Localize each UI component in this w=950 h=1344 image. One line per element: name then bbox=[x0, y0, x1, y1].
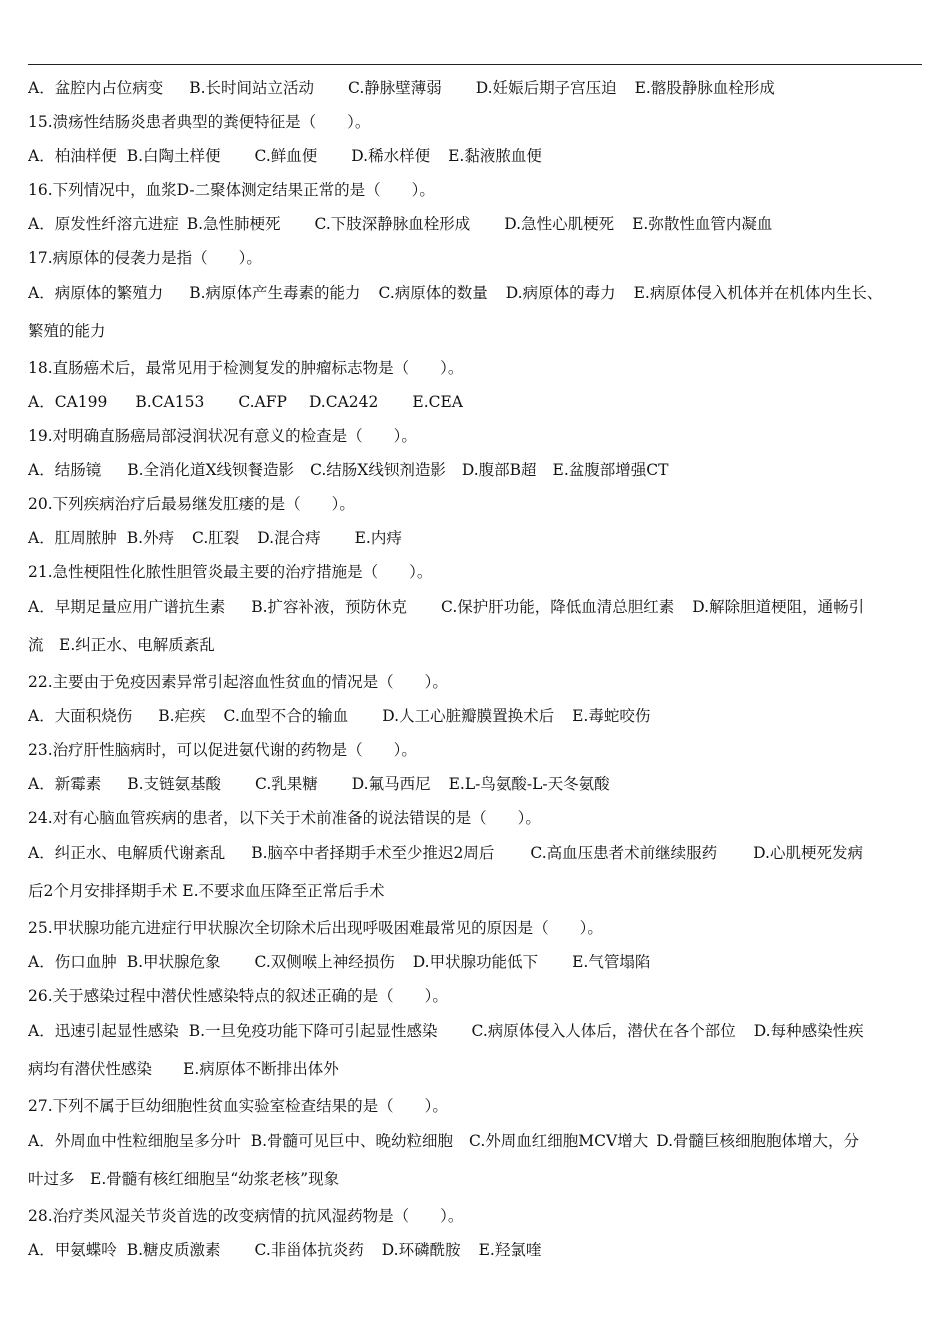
option: C.双侧喉上神经损伤 bbox=[254, 953, 395, 971]
option: C.乳果糖 bbox=[255, 775, 318, 793]
option: B.全消化道X线钡餐造影 bbox=[127, 461, 295, 479]
option: A．外周血中性粒细胞呈多分叶 bbox=[28, 1132, 241, 1150]
option: D.病原体的毒力 bbox=[505, 284, 616, 302]
option: B.长时间站立活动 bbox=[189, 79, 315, 97]
option: A．新霉素 bbox=[28, 775, 102, 793]
option: D.急性心肌梗死 bbox=[504, 215, 615, 233]
option: D.混合痔 bbox=[257, 529, 321, 547]
option: B.疟疾 bbox=[158, 707, 206, 725]
question-stem: 20.下列疾病治疗后最易继发肛瘘的是（ ）。 bbox=[28, 495, 355, 513]
question-stem: 22.主要由于免疫因素异常引起溶血性贫血的情况是（ ）。 bbox=[28, 673, 448, 691]
option-row bbox=[28, 589, 928, 627]
option: A．伤口血肿 bbox=[28, 953, 117, 971]
option: A．柏油样便 bbox=[28, 147, 117, 165]
question-stem: 28.治疗类风湿关节炎首选的改变病情的抗风湿药物是（ ）。 bbox=[28, 1207, 464, 1225]
option-row bbox=[28, 139, 928, 173]
option: C.高血压患者术前继续服药 bbox=[530, 844, 718, 862]
option-row bbox=[28, 71, 928, 105]
option: E.CEA bbox=[412, 393, 464, 411]
option: C.病原体侵入人体后，潜伏在各个部位 bbox=[471, 1022, 736, 1040]
option: A．纠正水、电解质代谢紊乱 bbox=[28, 844, 226, 862]
option: E.L-鸟氨酸-L-天冬氨酸 bbox=[448, 775, 610, 793]
option: E.内痔 bbox=[354, 529, 402, 547]
option: E.黏液脓血便 bbox=[448, 147, 542, 165]
option: C.非甾体抗炎药 bbox=[254, 1241, 364, 1259]
option: C.结肠X线钡剂造影 bbox=[310, 461, 446, 479]
option: A．CA199 bbox=[28, 393, 108, 411]
option-row bbox=[28, 275, 928, 313]
option: C.外周血红细胞MCV增大 bbox=[469, 1132, 649, 1150]
option: B.扩容补液，预防休克 bbox=[251, 598, 408, 616]
option: B.糖皮质激素 bbox=[126, 1241, 221, 1259]
option: A．迅速引起显性感染 bbox=[28, 1022, 179, 1040]
option: C.鲜血便 bbox=[254, 147, 318, 165]
option: C.静脉壁薄弱 bbox=[348, 79, 442, 97]
option-continuation: 繁殖的能力 bbox=[28, 322, 106, 340]
header-rule bbox=[28, 64, 922, 65]
question-stem: 26.关于感染过程中潜伏性感染特点的叙述正确的是（ ）。 bbox=[28, 987, 448, 1005]
option: C.病原体的数量 bbox=[378, 284, 488, 302]
option: D.腹部B超 bbox=[461, 461, 537, 479]
option: B.脑卒中者择期手术至少推迟2周后 bbox=[251, 844, 495, 862]
option: B.病原体产生毒素的能力 bbox=[189, 284, 361, 302]
option: A．大面积烧伤 bbox=[28, 707, 133, 725]
option-row bbox=[28, 1233, 928, 1267]
question-stem: 16.下列情况中，血浆D-二聚体测定结果正常的是（ ）。 bbox=[28, 181, 435, 199]
option: D.骨髓巨核细胞胞体增大，分 bbox=[656, 1132, 860, 1150]
option-continuation: 流 E.纠正水、电解质紊乱 bbox=[28, 636, 215, 654]
question-stem: 21.急性梗阻性化脓性胆管炎最主要的治疗措施是（ ）。 bbox=[28, 563, 433, 581]
option: D.稀水样便 bbox=[351, 147, 431, 165]
option: A．盆腔内占位病变 bbox=[28, 79, 164, 97]
option: D.环磷酰胺 bbox=[381, 1241, 461, 1259]
option: D.妊娠后期子宫压迫 bbox=[475, 79, 617, 97]
option-continuation: 叶过多 E.骨髓有核红细胞呈“幼浆老核”现象 bbox=[28, 1170, 340, 1188]
option: A．肛周脓肿 bbox=[28, 529, 117, 547]
option: C.下肢深静脉血栓形成 bbox=[314, 215, 471, 233]
question-stem: 15.溃疡性结肠炎患者典型的粪便特征是（ ）。 bbox=[28, 113, 371, 131]
option: B.支链氨基酸 bbox=[127, 775, 222, 793]
option: D.每种感染性疾 bbox=[753, 1022, 864, 1040]
option: C.肛裂 bbox=[192, 529, 240, 547]
question-stem: 24.对有心脑血管疾病的患者，以下关于术前准备的说法错误的是（ ）。 bbox=[28, 809, 541, 827]
option-row bbox=[28, 1123, 928, 1161]
option: E.髂股静脉血栓形成 bbox=[634, 79, 775, 97]
question-stem: 17.病原体的侵袭力是指（ ）。 bbox=[28, 249, 262, 267]
option-row bbox=[28, 767, 928, 801]
question-stem: 18.直肠癌术后，最常见用于检测复发的肿瘤标志物是（ ）。 bbox=[28, 359, 464, 377]
option: E.气管塌陷 bbox=[572, 953, 651, 971]
option-continuation: 病均有潜伏性感染 E.病原体不断排出体外 bbox=[28, 1060, 339, 1078]
option: A．甲氨蝶呤 bbox=[28, 1241, 117, 1259]
option: B.甲状腺危象 bbox=[126, 953, 221, 971]
option: A．早期足量应用广谱抗生素 bbox=[28, 598, 226, 616]
option: E.盆腹部增强CT bbox=[552, 461, 669, 479]
exam-page bbox=[28, 71, 928, 1267]
question-stem: 23.治疗肝性脑病时，可以促进氨代谢的药物是（ ）。 bbox=[28, 741, 417, 759]
option-row bbox=[28, 207, 928, 241]
option: A．结肠镜 bbox=[28, 461, 102, 479]
option: E.羟氯喹 bbox=[478, 1241, 542, 1259]
option: A．原发性纤溶亢进症 bbox=[28, 215, 179, 233]
option: C.血型不合的输血 bbox=[223, 707, 349, 725]
option: B.白陶土样便 bbox=[126, 147, 221, 165]
question-stem: 19.对明确直肠癌局部浸润状况有意义的检查是（ ）。 bbox=[28, 427, 417, 445]
option: C.AFP bbox=[238, 393, 287, 411]
option: D.解除胆道梗阻，通畅引 bbox=[692, 598, 865, 616]
option: E.毒蛇咬伤 bbox=[572, 707, 651, 725]
option-row bbox=[28, 1013, 928, 1051]
option-row bbox=[28, 385, 928, 419]
option: B.外痔 bbox=[126, 529, 175, 547]
question-stem: 25.甲状腺功能亢进症行甲状腺次全切除术后出现呼吸困难最常见的原因是（ ）。 bbox=[28, 919, 603, 937]
option: E.病原体侵入机体并在机体内生长、 bbox=[633, 284, 883, 302]
question-stem: 27.下列不属于巨幼细胞性贫血实验室检查结果的是（ ）。 bbox=[28, 1097, 448, 1115]
option-continuation: 后2个月安排择期手术 E.不要求血压降至正常后手术 bbox=[28, 882, 385, 900]
option-row bbox=[28, 835, 928, 873]
option-row bbox=[28, 453, 928, 487]
option: D.甲状腺功能低下 bbox=[412, 953, 539, 971]
option-row bbox=[28, 699, 928, 733]
option: B.骨髓可见巨中、晚幼粒细胞 bbox=[250, 1132, 454, 1150]
option: B.急性肺梗死 bbox=[186, 215, 281, 233]
option: B.一旦免疫功能下降可引起显性感染 bbox=[188, 1022, 438, 1040]
option-row bbox=[28, 945, 928, 979]
option: B.CA153 bbox=[135, 393, 205, 411]
option: D.氟马西尼 bbox=[351, 775, 431, 793]
option-row bbox=[28, 521, 928, 555]
option: D.人工心脏瓣膜置换术后 bbox=[382, 707, 555, 725]
option: D.心肌梗死发病 bbox=[753, 844, 863, 862]
option: E.弥散性血管内凝血 bbox=[632, 215, 773, 233]
option: D.CA242 bbox=[308, 393, 379, 411]
option: C.保护肝功能，降低血清总胆红素 bbox=[441, 598, 675, 616]
option: A．病原体的繁殖力 bbox=[28, 284, 164, 302]
